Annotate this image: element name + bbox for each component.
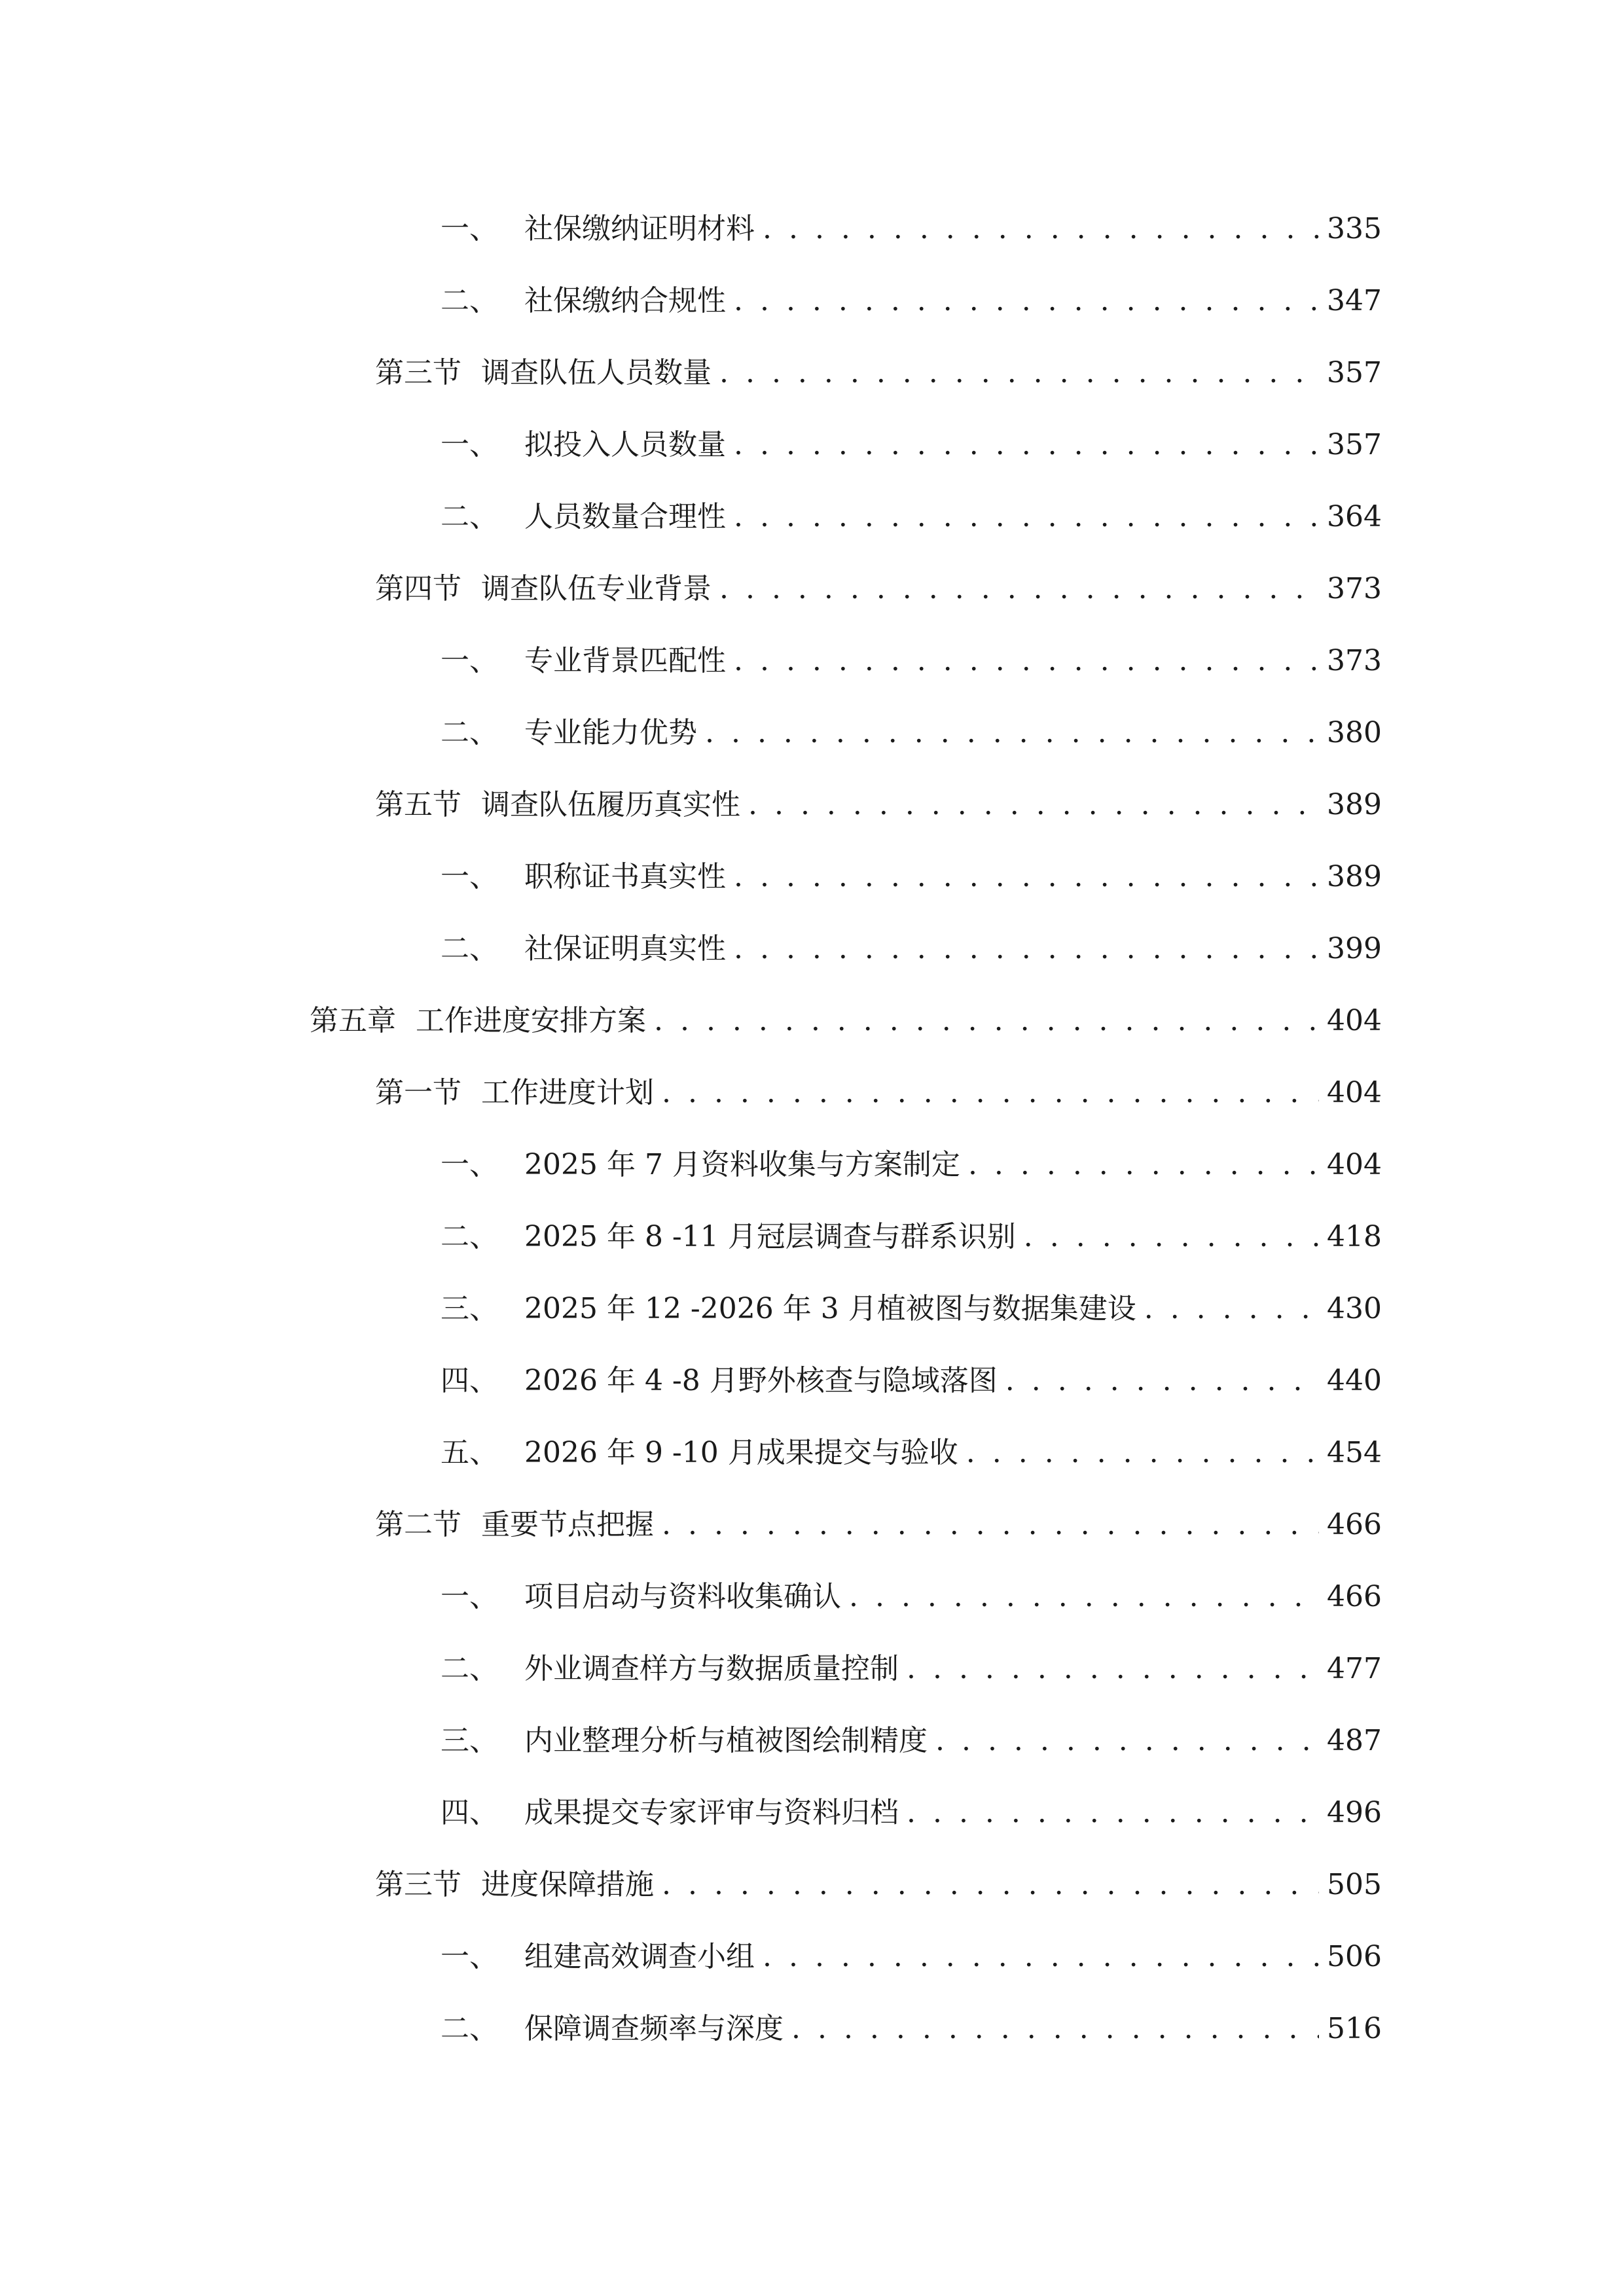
toc-leader-dots [705,707,1319,759]
toc-title: 重要节点把握 [481,1508,654,1541]
toc-leader-dots [662,1499,1319,1551]
toc-marker: 二、 [441,1220,498,1253]
toc-page-number: 440 [1327,1364,1382,1397]
toc-page-number: 505 [1327,1868,1382,1901]
toc-marker: 一、 [441,644,498,677]
toc-entry[interactable] [441,707,1382,759]
toc-leader-dots [1144,1283,1319,1335]
toc-leader-dots [1024,1211,1319,1263]
toc-entry[interactable] [441,419,1382,471]
toc-entry[interactable] [375,1067,1382,1119]
toc-title: 2026 年 9 -10 月成果提交与验收 [524,1436,958,1469]
toc-marker: 第二节 [375,1508,461,1541]
toc-page-number: 404 [1327,1148,1382,1181]
toc-marker: 第一节 [375,1076,461,1109]
toc-leader-dots [907,1643,1319,1695]
toc-page-number: 466 [1327,1508,1382,1541]
toc-leader-dots [748,779,1319,831]
toc-title: 职称证书真实性 [524,860,726,893]
toc-marker: 第四节 [375,572,461,605]
toc-entry[interactable] [441,1427,1382,1479]
toc-leader-dots [734,275,1319,327]
toc-page-number: 373 [1327,644,1382,677]
toc-page-number: 496 [1327,1796,1382,1829]
toc-page-number: 389 [1327,788,1382,821]
toc-title: 社保证明真实性 [524,932,726,965]
toc-title: 2026 年 4 -8 月野外核查与隐域落图 [524,1364,998,1397]
toc-leader-dots [654,995,1319,1047]
toc-marker: 一、 [441,1580,498,1613]
toc-title: 调查队伍人员数量 [481,356,712,389]
toc-page-number: 399 [1327,932,1382,965]
toc-title: 社保缴纳合规性 [524,284,726,317]
toc-title: 保障调查频率与深度 [524,2012,784,2045]
toc-entry[interactable] [441,851,1382,903]
toc-entry[interactable] [441,1571,1382,1623]
toc-entry[interactable] [441,1643,1382,1695]
toc-marker: 二、 [441,500,498,533]
toc-leader-dots [734,851,1319,903]
toc-entry[interactable] [441,1931,1382,1983]
toc-entry[interactable] [441,1211,1382,1263]
toc-leader-dots [763,203,1319,255]
toc-title: 专业背景匹配性 [524,644,726,677]
toc-marker: 第五章 [310,1004,396,1037]
toc-page-number: 477 [1327,1652,1382,1685]
toc-title: 调查队伍履历真实性 [481,788,740,821]
toc-entry[interactable] [441,2003,1382,2055]
toc-title: 成果提交专家评审与资料归档 [524,1796,899,1829]
toc-page-number: 389 [1327,860,1382,893]
toc-leader-dots [849,1571,1319,1623]
toc-leader-dots [734,635,1319,687]
toc-title: 工作进度安排方案 [416,1004,646,1037]
toc-marker: 三、 [441,1292,498,1325]
toc-page-number: 335 [1327,212,1382,245]
toc-marker: 第三节 [375,1868,461,1901]
toc-title: 进度保障措施 [481,1868,654,1901]
toc-page-number: 373 [1327,572,1382,605]
toc-title: 组建高效调查小组 [524,1940,755,1973]
toc-page-number: 404 [1327,1076,1382,1109]
toc-marker: 五、 [441,1436,498,1469]
toc-page-number: 380 [1327,716,1382,749]
toc-entry[interactable] [441,491,1382,543]
toc-entry[interactable] [441,635,1382,687]
toc-leader-dots [966,1427,1319,1479]
toc-page-number: 466 [1327,1580,1382,1613]
toc-page-number: 357 [1327,428,1382,461]
toc-title: 专业能力优势 [524,716,697,749]
toc-marker: 二、 [441,716,498,749]
toc-marker: 二、 [441,1652,498,1685]
toc-title: 社保缴纳证明材料 [524,212,755,245]
toc-page-number: 357 [1327,356,1382,389]
toc-page-number: 418 [1327,1220,1382,1253]
toc-entry[interactable] [375,563,1382,615]
toc-title: 工作进度计划 [481,1076,654,1109]
toc-entry[interactable] [375,1499,1382,1551]
toc-page-number: 506 [1327,1940,1382,1973]
toc-leader-dots [1005,1355,1319,1407]
toc-leader-dots [719,563,1319,615]
toc-title: 内业整理分析与植被图绘制精度 [524,1724,928,1757]
toc-marker: 二、 [441,932,498,965]
toc-marker: 第五节 [375,788,461,821]
toc-title: 项目启动与资料收集确认 [524,1580,841,1613]
toc-entry[interactable] [375,347,1382,399]
toc-entry[interactable] [441,1787,1382,1839]
toc-page-number: 404 [1327,1004,1382,1037]
toc-leader-dots [968,1139,1319,1191]
toc-leader-dots [734,491,1319,543]
toc-page-number: 364 [1327,500,1382,533]
toc-entry[interactable] [441,923,1382,975]
toc-marker: 三、 [441,1724,498,1757]
toc-title: 2025 年 8 -11 月冠层调查与群系识别 [524,1220,1016,1253]
toc-entry[interactable] [375,1859,1382,1911]
toc-leader-dots [662,1859,1319,1911]
toc-title: 调查队伍专业背景 [481,572,712,605]
toc-entry[interactable] [375,779,1382,831]
toc-leader-dots [935,1715,1319,1767]
toc-title: 外业调查样方与数据质量控制 [524,1652,899,1685]
toc-marker: 四、 [441,1364,498,1397]
toc-leader-dots [763,1931,1319,1983]
toc-leader-dots [662,1067,1319,1119]
toc-title: 2025 年 7 月资料收集与方案制定 [524,1148,960,1181]
toc-entry[interactable] [310,995,1382,1047]
toc-marker: 二、 [441,284,498,317]
toc-marker: 一、 [441,428,498,461]
toc-page-number: 430 [1327,1292,1382,1325]
toc-page-number: 516 [1327,2012,1382,2045]
toc-leader-dots [907,1787,1319,1839]
toc-marker: 四、 [441,1796,498,1829]
toc-page-number: 454 [1327,1436,1382,1469]
toc-entry[interactable] [441,203,1382,255]
toc-entry[interactable] [441,1715,1382,1767]
toc-entry[interactable] [441,1283,1382,1335]
toc-title: 拟投入人员数量 [524,428,726,461]
toc-page-number: 487 [1327,1724,1382,1757]
toc-marker: 一、 [441,860,498,893]
toc-leader-dots [734,419,1319,471]
toc-entry[interactable] [441,275,1382,327]
toc-marker: 第三节 [375,356,461,389]
toc-title: 人员数量合理性 [524,500,726,533]
toc-entry[interactable] [441,1355,1382,1407]
toc-leader-dots [734,923,1319,975]
toc-marker: 一、 [441,1940,498,1973]
toc-entry[interactable] [441,1139,1382,1191]
toc-leader-dots [791,2003,1319,2055]
toc-leader-dots [719,347,1319,399]
toc-marker: 二、 [441,2012,498,2045]
toc-title: 2025 年 12 -2026 年 3 月植被图与数据集建设 [524,1292,1136,1325]
toc-marker: 一、 [441,212,498,245]
toc-marker: 一、 [441,1148,498,1181]
toc-page-number: 347 [1327,284,1382,317]
